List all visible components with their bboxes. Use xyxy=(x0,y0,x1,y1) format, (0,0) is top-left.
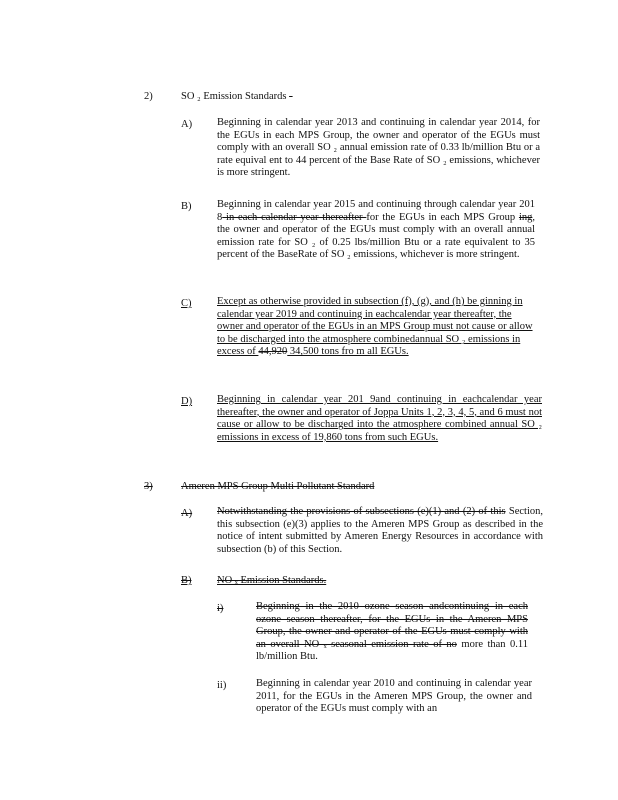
item-3a-deleted: Notwithstanding the provisions of subsections (e)(1) and (2) of this xyxy=(217,506,506,517)
item-3bii-label: ii) xyxy=(217,680,227,691)
item-2c-text xyxy=(217,296,534,359)
section-2-label: 2) xyxy=(144,91,153,102)
item-2c-label: C) xyxy=(181,298,192,309)
section-3-heading: Ameren MPS Group Multi Pollutant Standard xyxy=(181,481,375,492)
item-2c-text-1: Except as otherwise provided in subsection (f), (g), and (h) be ginning in calendar year 2019 and continuing in eachcalendar year thereafter, the owner and operator of the EGUs in an MPS Group must not cause or allow to be discharged into the atmosphere combinedannual SO ₂ emissions in excess of xyxy=(217,296,533,358)
item-2c-inserted: 34,500 tons fro m all EGUs. xyxy=(287,346,409,358)
section-3-label: 3) xyxy=(144,481,153,492)
item-2b-label: B) xyxy=(181,201,192,212)
item-2b-deleted-1: in each calendar year thereafter xyxy=(222,211,367,223)
item-3bi-label: i) xyxy=(217,603,224,614)
item-3a-text-rest: Section, this subsection (e)(3) applies to the Ameren MPS Group as described in the notice of intent submitted by Ameren Energy Resources in accordance with subsection (b) of this Section. xyxy=(217,506,543,555)
item-3bii-text: Beginning in calendar year 2010 and continuing in calendar year 2011, for the EGUs in the Ameren MPS Group, the owner and operator of the EGUs must comply with an xyxy=(256,678,532,715)
item-3a-text xyxy=(217,506,543,556)
item-2b-text-2: for the EGUs in each MPS Group xyxy=(366,211,519,223)
item-2a-text: Beginning in calendar year 2013 and continuing in calendar year 2014, for the EGUs in each MPS Group, the owner and operator of the EGUs must comply with an overall SO ₂ annual emission rate of 0.33 lb/million Btu or a rate equival ent to 44 percent of the Base Rate of SO ₂ emissions, whichever is more stringent. xyxy=(217,117,540,179)
item-3b-label: B) xyxy=(181,575,192,586)
item-2d-label: D) xyxy=(181,396,193,407)
section-2-heading-mark: - xyxy=(289,91,293,102)
item-3a-label: A) xyxy=(181,508,193,519)
item-2b-text-3: , the owner and operator of the EGUs must comply with an overall annual emission rate for SO ₂ of 0.25 lbs/million Btu or a rate equivalent to 35 percent of the BaseRate of SO ₂ emissions, whichever is more stringent. xyxy=(217,211,535,261)
section-2-heading-text: SO ₂ Emission Standards xyxy=(181,91,287,102)
section-2-heading xyxy=(181,90,293,103)
item-2c-deleted: 44,920 xyxy=(258,346,288,358)
item-2b-text xyxy=(217,199,535,262)
item-3bi-text xyxy=(256,601,528,664)
item-3b-heading: NO ₓ Emission Standards. xyxy=(217,575,327,586)
item-2b-deleted-2: ing xyxy=(518,211,533,223)
item-2d-text: Beginning in calendar year 201 9and continuing in eachcalendar year thereafter, the owner and operator of Joppa Units 1, 2, 3, 4, 5, and 6 must not cause or allow to be discharged into the atmosphere combined annual SO ₂ emissions in excess of 19,860 tons from such EGUs. xyxy=(217,394,542,443)
item-3bi-deleted: Beginning in the 2010 ozone season andcontinuing in each ozone season thereafter, for the EGUs in the Ameren MPS Group, the owner and operator of the EGUs must comply with an overall NO ₓ seasonal emission rate of no xyxy=(256,601,528,650)
item-3bi-text-rest: more than 0.11 lb/million Btu. xyxy=(256,638,528,663)
item-2b-text-1: Beginning in calendar year 2015 and continuing through calendar year 201 8 xyxy=(217,199,535,223)
item-2a-label: A) xyxy=(181,119,193,130)
